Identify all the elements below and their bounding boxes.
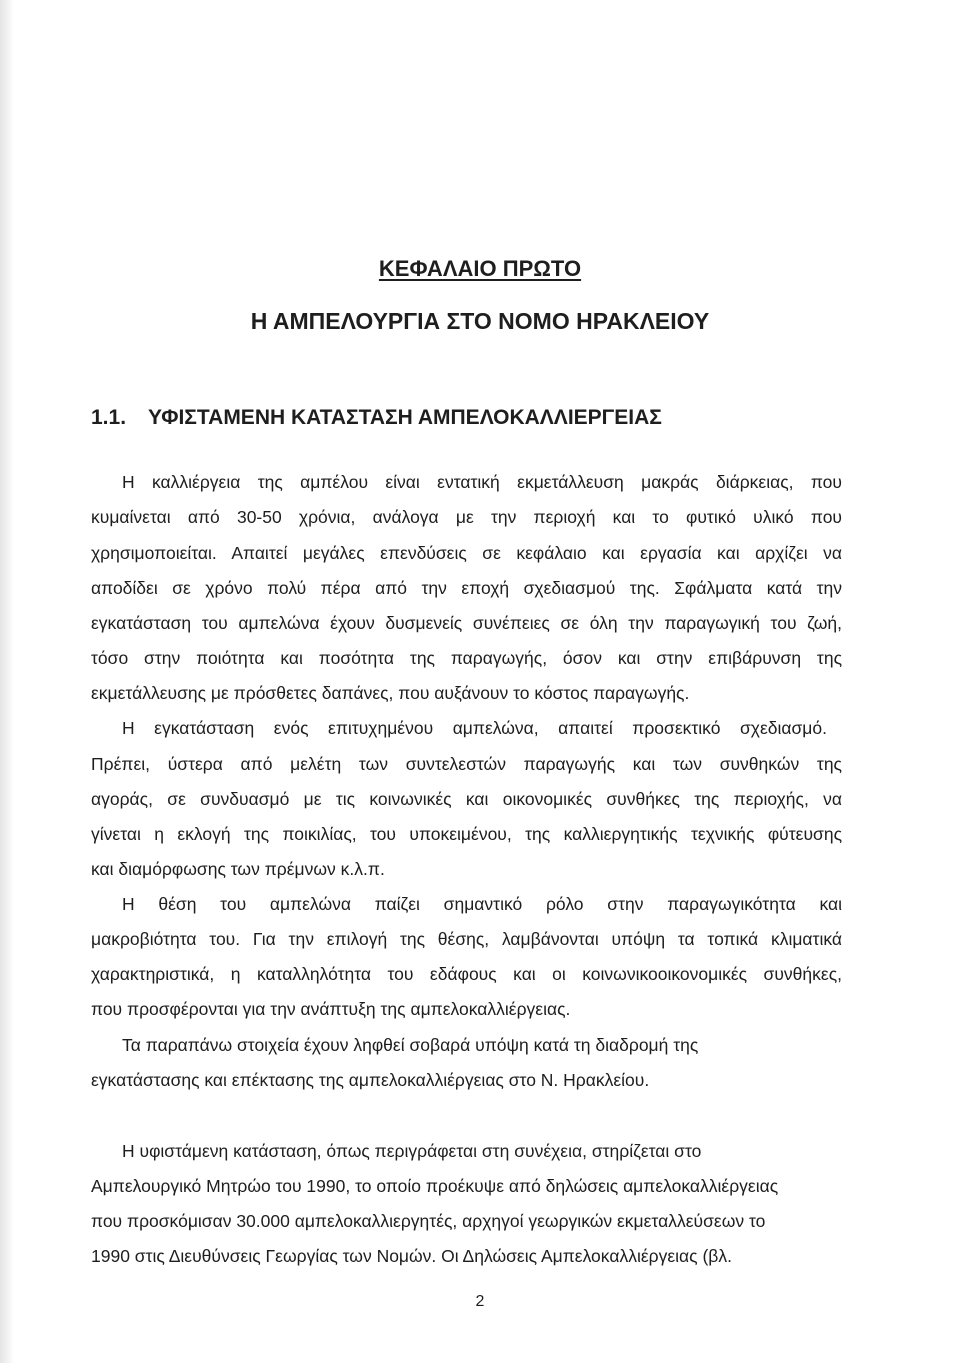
text-line: γίνεται η εκλογή της ποικιλίας, του υποκειμένου, της καλλιεργητικής τεχνικής φύτευσης	[91, 824, 842, 844]
text-line: Η υφιστάμενη κατάσταση, όπως περιγράφεται στη συνέχεια, στηρίζεται στο	[122, 1141, 702, 1161]
text-line: εγκατάσταση του αμπελώνα έχουν δυσμενείς συνέπειες σε όλη την παραγωγική του ζωή,	[91, 613, 842, 633]
text-line: τόσο στην ποιότητα και ποσότητα της παραγωγής, όσον και στην επιβάρυνση της	[91, 648, 842, 668]
scan-edge-shadow	[0, 0, 14, 1363]
text-line: Αμπελουργικό Μητρώο του 1990, το οποίο προέκυψε από δηλώσεις αμπελοκαλλιέργειας	[91, 1176, 779, 1196]
text-line: μακροβιότητα του. Για την επιλογή της θέσης, λαμβάνονται υπόψη τα τοπικά κλιματικά	[91, 929, 842, 949]
text-line: που προσκόμισαν 30.000 αμπελοκαλλιεργητές, αρχηγοί γεωργικών εκμεταλλεύσεων το	[91, 1211, 766, 1231]
text-line: Πρέπει, ύστερα από μελέτη των συντελεστών παραγωγής και των συνθηκών της	[91, 754, 842, 774]
section-number: 1.1.	[91, 406, 127, 429]
chapter-label: ΚΕΦΑΛΑΙΟ ΠΡΩΤΟ	[378, 256, 582, 281]
text-line: εκμετάλλευσης με πρόσθετες δαπάνες, που αυξάνουν το κόστος παραγωγής.	[91, 683, 690, 703]
text-line: κυμαίνεται από 30-50 χρόνια, ανάλογα με την περιοχή και το φυτικό υλικό που	[91, 507, 842, 527]
text-line: Η εγκατάσταση ενός επιτυχημένου αμπελώνα, απαιτεί προσεκτικό σχεδιασμό.	[122, 718, 827, 738]
text-line: αγοράς, σε συνδυασμό με τις κοινωνικές και οικονομικές συνθήκες της περιοχής, να	[91, 789, 842, 809]
text-line: εγκατάστασης και επέκτασης της αμπελοκαλλιέργειας στο Ν. Ηρακλείου.	[91, 1070, 650, 1090]
text-line: Η θέση του αμπελώνα παίζει σημαντικό ρόλο στην παραγωγικότητα και	[122, 894, 842, 914]
text-line: αποδίδει σε χρόνο πολύ πέρα από την εποχή σχεδιασμού της. Σφάλματα κατά την	[91, 578, 842, 598]
text-line: 1990 στις Διευθύνσεις Γεωργίας των Νομών. Οι Δηλώσεις Αμπελοκαλλιέργειας (βλ.	[91, 1246, 732, 1266]
chapter-title: Η ΑΜΠΕΛΟΥΡΓΙΑ ΣΤΟ ΝΟΜΟ ΗΡΑΚΛΕΙΟΥ	[250, 308, 710, 334]
text-line: χρησιμοποιείται. Απαιτεί μεγάλες επενδύσεις σε κεφάλαιο και εργασία και αρχίζει να	[91, 543, 842, 563]
section-title: ΥΦΙΣΤΑΜΕΝΗ ΚΑΤΑΣΤΑΣΗ ΑΜΠΕΛΟΚΑΛΛΙΕΡΓΕΙΑΣ	[148, 406, 662, 429]
text-line: χαρακτηριστικά, η καταλληλότητα του εδάφους και οι κοινωνικοοικονομικές συνθήκες,	[91, 964, 842, 984]
section-heading	[91, 406, 662, 430]
text-line: Τα παραπάνω στοιχεία έχουν ληφθεί σοβαρά υπόψη κατά τη διαδρομή της	[122, 1035, 699, 1055]
text-line: και διαμόρφωσης των πρέμνων κ.λ.π.	[91, 859, 385, 879]
text-line: που προσφέρονται για την ανάπτυξη της αμπελοκαλλιέργειας.	[91, 999, 571, 1019]
page-number: 2	[475, 1293, 485, 1310]
text-line: Η καλλιέργεια της αμπέλου είναι εντατική εκμετάλλευση μακράς διάρκειας, που	[122, 472, 842, 492]
